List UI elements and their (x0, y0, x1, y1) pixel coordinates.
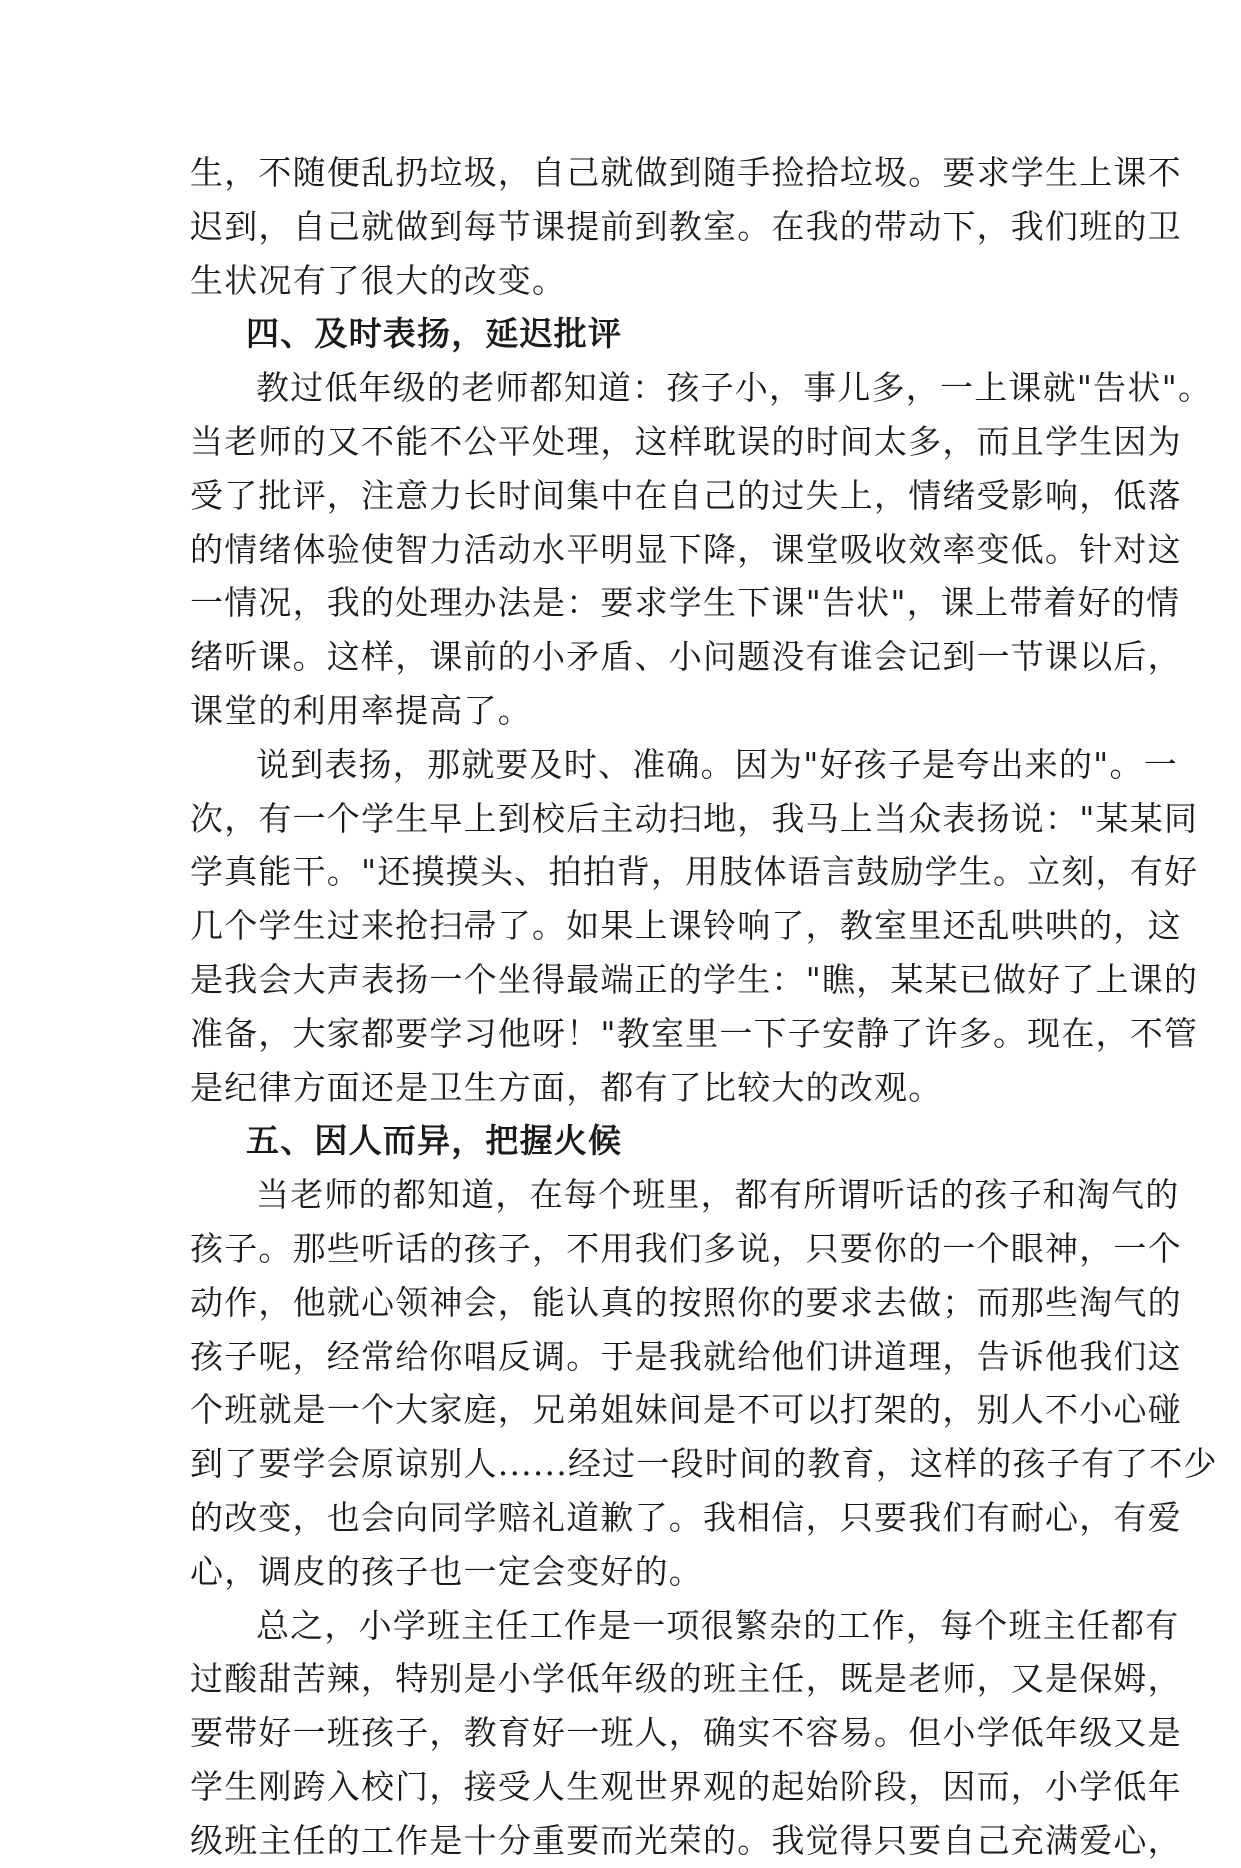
text-line: 准备，大家都要学习他呀！"教室里一下子安静了许多。现在，不管 (190, 1013, 1199, 1053)
text-line: 是我会大声表扬一个坐得最端正的学生："瞧，某某已做好了上课的 (190, 959, 1199, 999)
text-line: 次，有一个学生早上到校后主动扫地，我马上当众表扬说："某某同 (190, 798, 1199, 838)
text-line: 动作，他就心领神会，能认真的按照你的要求去做；而那些淘气的 (190, 1282, 1182, 1322)
text-line: 一情况，我的处理办法是：要求学生下课"告状"，课上带着好的情 (190, 583, 1181, 623)
text-line: 过酸甜苦辣，特别是小学低年级的班主任，既是老师，又是保姆， (190, 1659, 1182, 1699)
text-line: 孩子呢，经常给你唱反调。于是我就给他们讲道理，告诉他我们这 (190, 1336, 1182, 1376)
text-line: 要带好一班孩子，教育好一班人，确实不容易。但小学低年级又是 (190, 1713, 1182, 1753)
text-line: 个班就是一个大家庭，兄弟姐妹间是不可以打架的，别人不小心碰 (190, 1390, 1182, 1430)
text-line: 课堂的利用率提高了。 (190, 690, 532, 730)
text-line: 生，不随便乱扔垃圾，自己就做到随手捡拾垃圾。要求学生上课不 (190, 153, 1182, 192)
text-line: 的情绪体验使智力活动水平明显下降，课堂吸收效率变低。针对这 (190, 529, 1182, 569)
text-line: 几个学生过来抢扫帚了。如果上课铃响了，教室里还乱哄哄的，这 (190, 906, 1182, 946)
paragraph-first-line: 总之，小学班主任工作是一项很繁杂的工作，每个班主任都有 (256, 1605, 1180, 1645)
paragraph-first-line: 当老师的都知道，在每个班里，都有所谓听话的孩子和淘气的 (256, 1175, 1180, 1215)
text-line: 是纪律方面还是卫生方面，都有了比较大的改观。 (190, 1067, 943, 1107)
text-line: 级班主任的工作是十分重要而光荣的。我觉得只要自己充满爱心， (190, 1820, 1182, 1860)
text-line: 学真能干。"还摸摸头、拍拍背，用肢体语言鼓励学生。立刻，有好 (190, 852, 1199, 892)
text-line: 心，调皮的孩子也一定会变好的。 (190, 1551, 703, 1591)
text-line: 生状况有了很大的改变。 (190, 260, 567, 300)
text-line: 到了要学会原谅别人......经过一段时间的教育，这样的孩子有了不少 (190, 1444, 1218, 1484)
text-line: 迟到，自己就做到每节课提前到教室。在我的带动下，我们班的卫 (190, 206, 1182, 246)
paragraph-first-line: 教过低年级的老师都知道：孩子小，事儿多，一上课就"告状"。 (256, 368, 1213, 408)
section-heading: 五、因人而异，把握火候 (246, 1121, 623, 1161)
text-line: 的改变，也会向同学赔礼道歉了。我相信，只要我们有耐心，有爱 (190, 1497, 1182, 1537)
text-line: 学生刚跨入校门，接受人生观世界观的起始阶段，因而，小学低年 (190, 1766, 1182, 1806)
text-line: 当老师的又不能不公平处理，这样耽误的时间太多，而且学生因为 (190, 421, 1182, 461)
document-body (190, 146, 1218, 1868)
text-line: 受了批评，注意力长时间集中在自己的过失上，情绪受影响，低落 (190, 475, 1182, 515)
text-line: 绪听课。这样，课前的小矛盾、小问题没有谁会记到一节课以后， (190, 637, 1182, 677)
text-line: 孩子。那些听话的孩子，不用我们多说，只要你的一个眼神，一个 (190, 1228, 1182, 1268)
paragraph-first-line: 说到表扬，那就要及时、准确。因为"好孩子是夸出来的"。一 (256, 744, 1178, 784)
section-heading: 四、及时表扬，延迟批评 (246, 314, 623, 354)
